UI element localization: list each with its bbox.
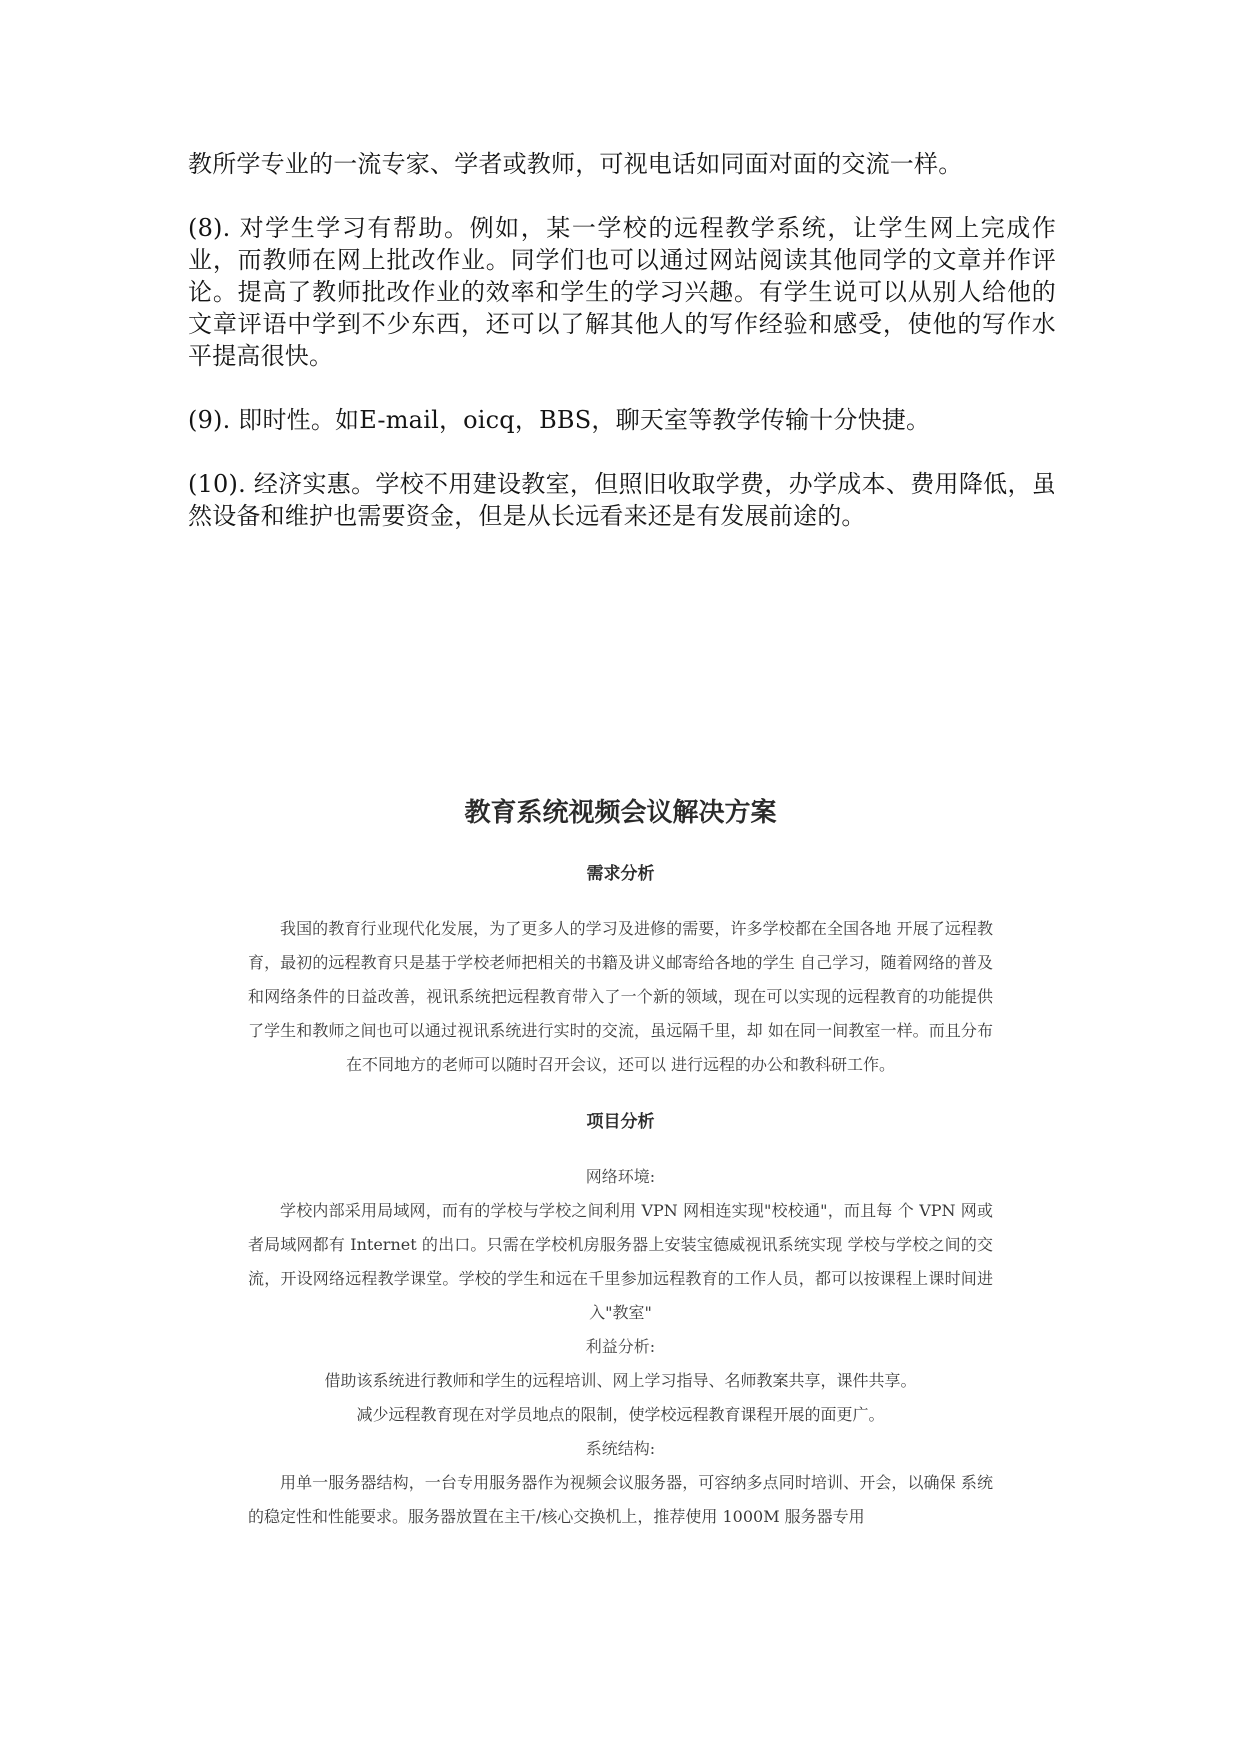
solution-title: 教育系统视频会议解决方案 xyxy=(464,798,777,828)
solution-section xyxy=(248,796,993,1534)
system-structure-text: 用单一服务器结构，一台专用服务器作为视频会议服务器，可容纳多点同时培训、开会，以确保 系统的稳定性和性能要求。服务器放置在主干/核心交换机上，推荐使用 1000M 服务器专用 xyxy=(248,1473,993,1526)
paragraph-continued: 教所学专业的一流专家、学者或教师，可视电话如同面对面的交流一样。 xyxy=(188,150,963,178)
benefit-line-1: 借助该系统进行教师和学生的远程培训、网上学习指导、名师教案共享，课件共享。 xyxy=(324,1371,917,1390)
paragraph-item-10: (10). 经济实惠。学校不用建设教室，但照旧收取学费，办学成本、费用降低，虽然设备和维护也需要资金，但是从长远看来还是有发展前途的。 xyxy=(188,470,1056,530)
advantages-section xyxy=(188,148,1056,532)
benefit-analysis-label: 利益分析: xyxy=(585,1337,656,1356)
demand-analysis-text: 我国的教育行业现代化发展，为了更多人的学习及进修的需要，许多学校都在全国各地 开展了远程教育，最初的远程教育只是基于学校老师把相关的书籍及讲义邮寄给各地的学生 自己学习，随着网络的普及和网络条件的日益改善，视讯系统把远程教育带入了一个新的领域，现在可以实现的远程教育的功能提供了学生和教师之间也可以通过视讯系统进行实时的交流，虽远隔千里，却 如在同一间教室一样。而且分布在不同地方的老师可以随时召开会议，还可以 进行远程的办公和教科研工作。 xyxy=(248,919,993,1074)
project-analysis-heading: 项目分析 xyxy=(586,1112,655,1132)
system-structure-label: 系统结构: xyxy=(585,1439,656,1458)
demand-analysis-heading: 需求分析 xyxy=(586,864,655,884)
network-environment-label: 网络环境: xyxy=(585,1167,656,1186)
network-environment-text: 学校内部采用局域网，而有的学校与学校之间利用 VPN 网相连实现"校校通"，而且每 个 VPN 网或者局域网都有 Internet 的出口。只需在学校机房服务器上安装宝德威视讯系统实现 学校与学校之间的交流，开设网络远程教学课堂。学校的学生和远在千里参加远程教育的工作人员，都可以按课程上课时间进入"教室" xyxy=(248,1201,993,1322)
paragraph-item-8: (8). 对学生学习有帮助。例如，某一学校的远程教学系统，让学生网上完成作业，而教师在网上批改作业。同学们也可以通过网站阅读其他同学的文章并作评论。提高了教师批改作业的效率和学生的学习兴趣。有学生说可以从别人给他的文章评语中学到不少东西，还可以了解其他人的写作经验和感受，使他的写作水平提高很快。 xyxy=(188,214,1056,370)
benefit-line-2: 减少远程教育现在对学员地点的限制，使学校远程教育课程开展的面更广。 xyxy=(356,1405,885,1424)
paragraph-item-9: (9). 即时性。如E-mail，oicq，BBS，聊天室等教学传输十分快捷。 xyxy=(188,406,931,434)
